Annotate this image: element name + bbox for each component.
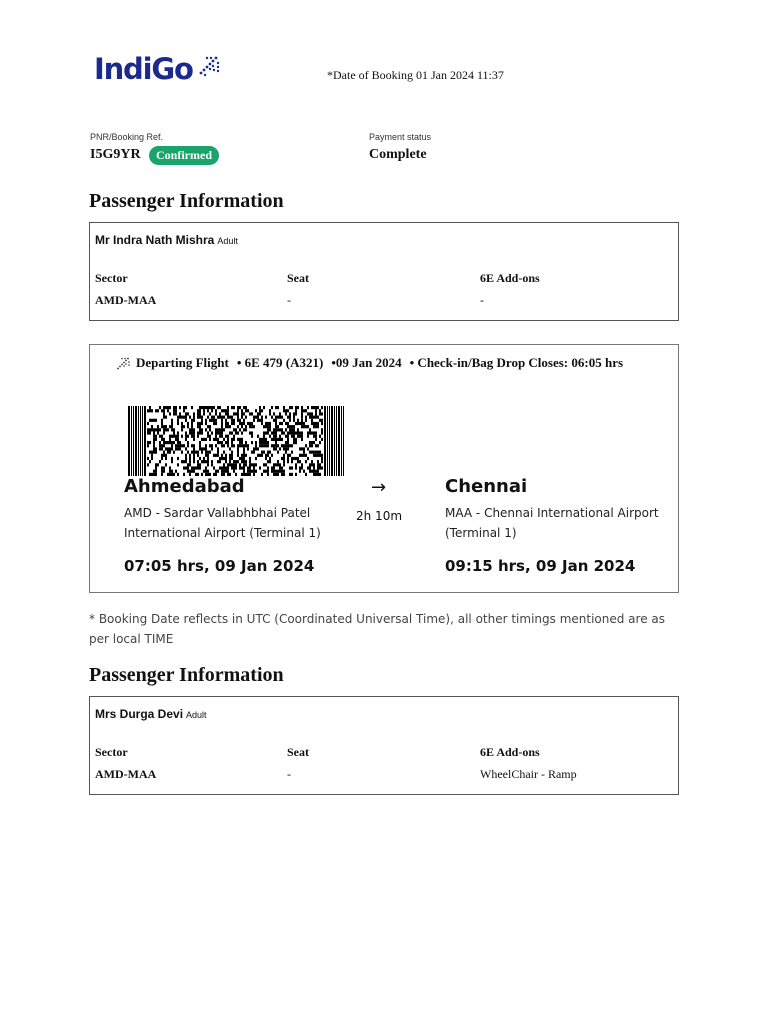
logo-text: IndiGo	[94, 52, 193, 86]
passenger-name-row	[95, 233, 238, 247]
pnr-value: I5G9YR	[90, 147, 141, 162]
addons-header: 6E Add-ons	[480, 271, 540, 285]
booking-date: *Date of Booking 01 Jan 2024 11:37	[327, 68, 504, 82]
origin-airport-line: International Airport (Terminal 1)	[124, 526, 321, 540]
status-badge: Confirmed	[149, 146, 219, 165]
departure-time: 07:05 hrs, 09 Jan 2024	[124, 557, 315, 575]
sector-header: Sector	[95, 745, 128, 759]
origin-city: Ahmedabad	[124, 476, 245, 497]
origin-airport	[124, 503, 321, 543]
seat-header: Seat	[287, 745, 309, 759]
addons-value: -	[480, 293, 484, 307]
passenger-name: Mrs Durga Devi	[95, 707, 184, 721]
pnr-label: PNR/Booking Ref.	[90, 132, 164, 142]
origin-airport-line: AMD - Sardar Vallabhbhai Patel	[124, 506, 311, 520]
destination-city: Chennai	[445, 476, 528, 497]
section-title: Passenger Information	[89, 190, 284, 212]
destination-airport-line: MAA - Chennai International Airport	[445, 506, 659, 520]
flight-duration: 2h 10m	[356, 509, 403, 523]
plane-logo-icon	[196, 54, 222, 80]
arrow-right-icon: →	[371, 477, 387, 498]
payment-status-value: Complete	[369, 147, 427, 162]
seat-value: -	[287, 293, 291, 307]
flight-date: •09 Jan 2024	[331, 355, 402, 370]
passenger-type: Adult	[217, 236, 238, 246]
destination-airport-line: (Terminal 1)	[445, 526, 517, 540]
addons-value: WheelChair - Ramp	[480, 767, 577, 781]
utc-note: * Booking Date reflects in UTC (Coordinated Universal Time), all other timings mentioned are as per local TIME	[89, 612, 666, 646]
flight-direction: Departing Flight	[136, 355, 229, 370]
addons-header: 6E Add-ons	[480, 745, 540, 759]
flight-number: • 6E 479 (A321)	[236, 355, 324, 370]
flight-header	[116, 355, 623, 371]
seat-value: -	[287, 767, 291, 781]
passenger-card	[89, 696, 679, 795]
passenger-card	[89, 222, 679, 321]
sector-header: Sector	[95, 271, 128, 285]
checkin-closes: • Check-in/Bag Drop Closes: 06:05 hrs	[409, 355, 624, 370]
boarding-barcode	[128, 406, 344, 476]
sector-value: AMD-MAA	[95, 767, 157, 781]
plane-icon	[116, 356, 131, 371]
payment-status-label: Payment status	[369, 132, 432, 142]
passenger-type: Adult	[186, 710, 207, 720]
flight-card	[89, 344, 679, 593]
seat-header: Seat	[287, 271, 309, 285]
sector-value: AMD-MAA	[95, 293, 157, 307]
arrival-time: 09:15 hrs, 09 Jan 2024	[445, 557, 636, 575]
section-title: Passenger Information	[89, 664, 284, 686]
passenger-name: Mr Indra Nath Mishra	[95, 233, 215, 247]
indigo-logo	[94, 52, 222, 86]
destination-airport	[445, 503, 659, 543]
passenger-name-row	[95, 707, 207, 721]
